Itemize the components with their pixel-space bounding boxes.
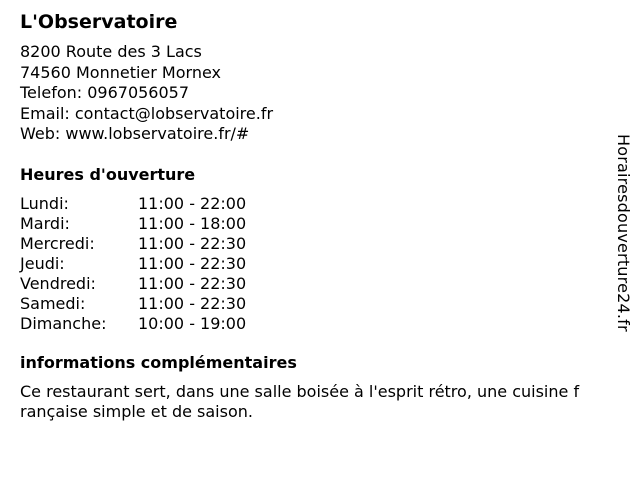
business-card xyxy=(20,10,600,423)
time-range: 11:00 - 22:30 xyxy=(138,233,247,253)
web-line: Web: www.lobservatoire.fr/# xyxy=(20,124,250,143)
time-range: 11:00 - 18:00 xyxy=(138,213,247,233)
business-name: L'Observatoire xyxy=(20,11,178,33)
time-range: 11:00 - 22:30 xyxy=(138,273,247,293)
hours-row-dimanche xyxy=(20,314,600,334)
info-description: Ce restaurant sert, dans une salle boisée à l'esprit rétro, une cuisine française simple et de saison. xyxy=(20,381,580,421)
hours-table xyxy=(20,194,600,334)
day-label: Dimanche: xyxy=(20,313,107,333)
hours-row-lundi xyxy=(20,194,600,214)
time-range: 11:00 - 22:00 xyxy=(138,193,247,213)
day-label: Mercredi: xyxy=(20,233,95,253)
site-watermark: Horairesdouverture24.fr xyxy=(614,134,633,332)
hours-row-vendredi xyxy=(20,274,600,294)
hours-row-mercredi xyxy=(20,234,600,254)
phone-line: Telefon: 0967056057 xyxy=(20,83,190,102)
day-label: Vendredi: xyxy=(20,273,96,293)
address-line-1: 8200 Route des 3 Lacs xyxy=(20,42,202,61)
time-range: 10:00 - 19:00 xyxy=(138,313,247,333)
day-label: Lundi: xyxy=(20,193,69,213)
time-range: 11:00 - 22:30 xyxy=(138,253,247,273)
email-line: Email: contact@lobservatoire.fr xyxy=(20,103,274,123)
address-line-2: 74560 Monnetier Mornex xyxy=(20,62,221,82)
hours-row-samedi xyxy=(20,294,600,314)
time-range: 11:00 - 22:30 xyxy=(138,293,247,313)
contact-block xyxy=(20,42,600,145)
info-heading: informations complémentaires xyxy=(20,352,297,372)
hours-row-mardi xyxy=(20,214,600,234)
hours-heading: Heures d'ouverture xyxy=(20,164,196,184)
day-label: Mardi: xyxy=(20,213,70,233)
hours-row-jeudi xyxy=(20,254,600,274)
day-label: Jeudi: xyxy=(20,253,65,273)
day-label: Samedi: xyxy=(20,293,86,313)
